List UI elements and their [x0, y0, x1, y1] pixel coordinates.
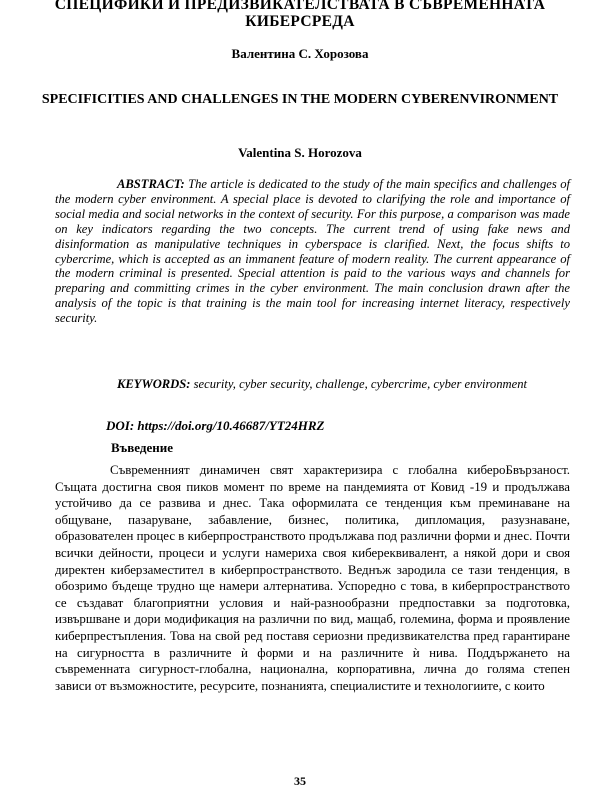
doi-link[interactable]: DOI: https://doi.org/10.46687/YT24HRZ	[106, 418, 325, 433]
abstract-label: ABSTRACT:	[117, 177, 185, 191]
keywords-label: KEYWORDS:	[117, 377, 191, 391]
keywords	[55, 377, 570, 392]
body-paragraph: Съвременният динамичен свят характеризира с глобална кибероБвързаност. Същата достигна своя пиков момент по време на пандемията от Ковид -19 и продължава устойчиво да се развива и днес. Така оформилата се тенденция към преминаване на общуване, пазаруване, забавление, бизнес, политика, дипломация, разузнаване, образователен процес в киберпространството продължава под различни форми и днес. Почти всички дейности, процеси и услуги намериха своя кибереквивалент, а някой дори и своя директен киберзаместител в киберпространството. Веднъж зародила се тази тенденция, в обозримо бъдеще трудно ще намери алтернатива. Успоредно с това, в киберпространството се създават благоприятни условия и най-разнообразни предпоставки за подготовка, извършване и дори модификация на различни по вид, мащаб, големина, форма и проявление киберпрестъпления. Това на свой ред поставя сериозни предизвикателства пред гарантиране на сигурността в различните ѝ форми и на различните ѝ нива. Поддържането на съвременната сигурност-глобална, национална, корпоративна, лична до голяма степен зависи от възможностите, ресурсите, познанията, специалистите и технологиите, с които	[55, 463, 570, 693]
author-english: Valentina S. Horozova	[238, 145, 362, 160]
author-bulgarian: Валентина С. Хорозова	[231, 46, 369, 61]
abstract-text: The article is dedicated to the study of the main specifics and challenges of the modern cyber environment. A special place is devoted to clarifying the role and importance of social media and social networks in the context of security. For this purpose, a comparison was made on key indicators regarding the two concepts. The current trend of using fake news and disinformation as manipulative techniques in cyberspace is clarified. Next, the focus shifts to cybercrime, which is accepted as an immanent feature of modern reality. The current appearance of the modern criminal is presented. Special attention is paid to the various ways and channels for preparing and committing crimes in the cyber environment. The main conclusion drawn after the analysis of the topic is that training is the main tool for increasing internet literacy, respectively security.	[55, 177, 570, 326]
page-number: 35	[294, 774, 306, 788]
abstract	[55, 177, 570, 326]
section-heading: Въведение	[111, 440, 173, 455]
keywords-text: security, cyber security, challenge, cybercrime, cyber environment	[190, 377, 528, 391]
title-english: SPECIFICITIES AND CHALLENGES IN THE MODERN CYBERENVIRONMENT	[41, 92, 559, 107]
title-bulgarian: СПЕЦИФИКИ И ПРЕДИЗВИКАТЕЛСТВАТА В СЪВРЕМЕННАТА КИБЕРСРЕДА	[54, 0, 546, 30]
